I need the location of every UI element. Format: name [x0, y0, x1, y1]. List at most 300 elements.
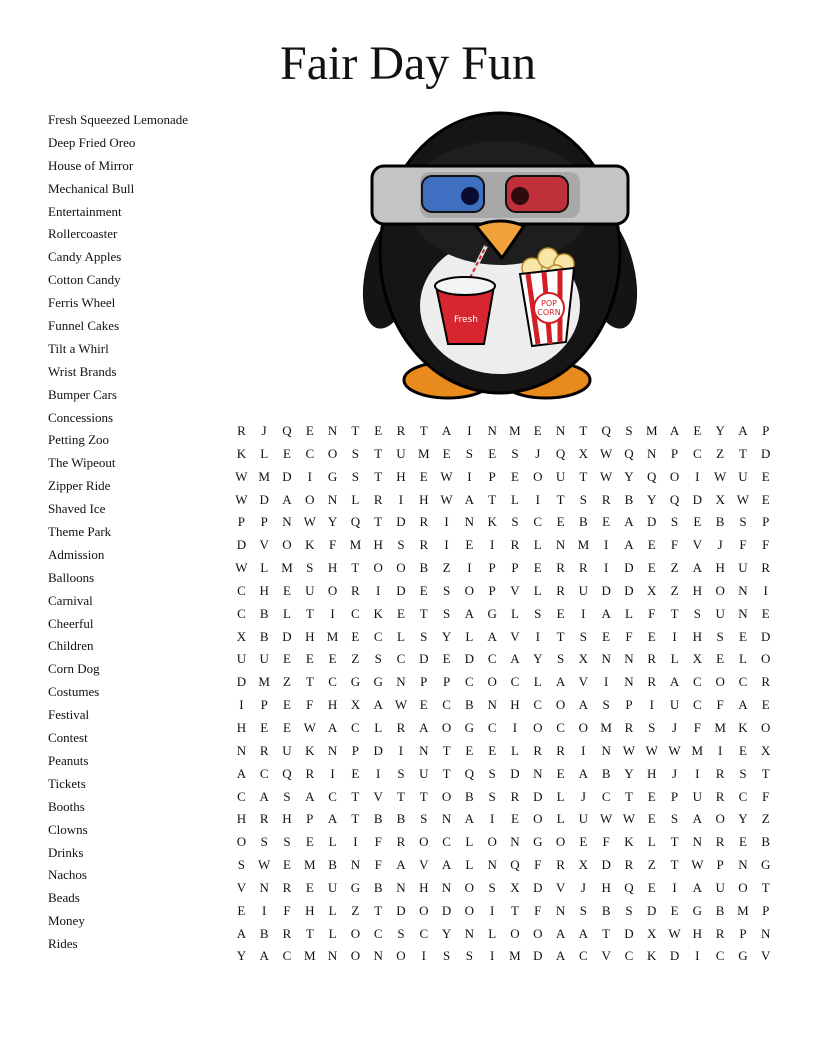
grid-letter[interactable]: R	[419, 537, 429, 553]
grid-letter[interactable]: L	[465, 857, 474, 873]
grid-letter[interactable]: L	[260, 445, 269, 461]
grid-letter[interactable]: C	[693, 674, 702, 690]
grid-letter[interactable]: A	[555, 925, 566, 941]
grid-letter[interactable]: N	[624, 651, 634, 667]
grid-letter[interactable]: U	[236, 651, 247, 667]
grid-letter[interactable]: C	[693, 445, 702, 461]
grid-letter[interactable]: T	[397, 788, 405, 804]
grid-letter[interactable]: S	[556, 651, 565, 667]
grid-letter[interactable]: I	[649, 697, 654, 713]
grid-letter[interactable]: S	[442, 605, 451, 621]
grid-letter[interactable]: P	[716, 857, 724, 873]
grid-letter[interactable]: T	[419, 788, 428, 804]
grid-letter[interactable]: I	[581, 742, 586, 758]
grid-letter[interactable]: T	[510, 902, 519, 918]
grid-letter[interactable]: R	[761, 674, 771, 690]
grid-letter[interactable]: N	[487, 697, 497, 713]
grid-letter[interactable]: D	[533, 948, 543, 964]
grid-letter[interactable]: B	[259, 605, 269, 621]
grid-letter[interactable]: C	[351, 719, 360, 735]
grid-letter[interactable]: R	[259, 811, 269, 827]
grid-letter[interactable]: V	[236, 879, 247, 895]
grid-letter[interactable]: B	[601, 765, 611, 781]
grid-letter[interactable]: J	[261, 423, 267, 438]
grid-letter[interactable]: F	[762, 788, 770, 804]
grid-letter[interactable]: I	[695, 468, 700, 484]
grid-letter[interactable]: A	[464, 605, 475, 621]
grid-letter[interactable]: E	[761, 697, 770, 713]
grid-letter[interactable]: R	[556, 582, 565, 598]
grid-letter[interactable]: N	[487, 857, 497, 873]
grid-letter[interactable]: I	[535, 628, 540, 644]
grid-letter[interactable]: Z	[442, 560, 451, 576]
grid-letter[interactable]: D	[533, 879, 543, 895]
grid-letter[interactable]: P	[488, 560, 496, 576]
grid-letter[interactable]: C	[373, 925, 383, 941]
grid-letter[interactable]: U	[738, 560, 748, 576]
grid-letter[interactable]: S	[739, 765, 747, 781]
grid-letter[interactable]: A	[738, 697, 748, 713]
grid-letter[interactable]: L	[465, 628, 474, 644]
grid-letter[interactable]: C	[533, 697, 543, 713]
grid-letter[interactable]: A	[692, 811, 703, 827]
grid-letter[interactable]: X	[578, 445, 589, 461]
grid-letter[interactable]: T	[442, 765, 451, 781]
grid-letter[interactable]: D	[647, 514, 657, 530]
grid-letter[interactable]: O	[487, 834, 497, 850]
grid-letter[interactable]: E	[442, 445, 451, 461]
grid-letter[interactable]: S	[670, 514, 679, 530]
grid-letter[interactable]: S	[488, 879, 496, 895]
grid-letter[interactable]: I	[489, 537, 495, 553]
grid-letter[interactable]: I	[467, 423, 472, 438]
grid-letter[interactable]: B	[259, 925, 269, 941]
grid-letter[interactable]: C	[624, 948, 634, 964]
grid-letter[interactable]: S	[488, 765, 496, 781]
grid-letter[interactable]: N	[464, 925, 475, 941]
grid-letter[interactable]: A	[464, 491, 475, 507]
grid-letter[interactable]: F	[328, 537, 337, 553]
grid-letter[interactable]: D	[419, 651, 429, 667]
grid-letter[interactable]: E	[465, 537, 474, 553]
grid-letter[interactable]: S	[693, 605, 701, 621]
grid-letter[interactable]: W	[235, 560, 248, 576]
grid-letter[interactable]: S	[579, 628, 587, 644]
grid-letter[interactable]: C	[601, 788, 611, 804]
grid-letter[interactable]: E	[556, 514, 565, 530]
grid-letter[interactable]: Z	[670, 560, 679, 576]
grid-letter[interactable]: T	[374, 445, 383, 461]
grid-letter[interactable]: N	[738, 857, 748, 873]
grid-letter[interactable]: E	[693, 514, 702, 530]
grid-letter[interactable]: G	[350, 674, 361, 690]
grid-letter[interactable]: X	[647, 925, 657, 941]
grid-letter[interactable]: U	[669, 697, 680, 713]
grid-letter[interactable]: J	[580, 879, 586, 895]
grid-letter[interactable]: C	[282, 948, 292, 964]
grid-letter[interactable]: Y	[441, 925, 452, 941]
grid-letter[interactable]: L	[260, 560, 269, 576]
grid-letter[interactable]: L	[533, 582, 542, 598]
grid-letter[interactable]: M	[349, 537, 362, 553]
grid-letter[interactable]: F	[602, 834, 610, 850]
grid-letter[interactable]: O	[327, 445, 338, 461]
grid-letter[interactable]: Y	[441, 628, 452, 644]
grid-letter[interactable]: Z	[716, 445, 725, 461]
grid-letter[interactable]: C	[419, 925, 429, 941]
grid-letter[interactable]: C	[305, 445, 315, 461]
grid-letter[interactable]: Z	[761, 811, 770, 827]
grid-letter[interactable]: L	[738, 651, 747, 667]
grid-letter[interactable]: E	[738, 628, 747, 644]
grid-letter[interactable]: R	[351, 582, 360, 598]
grid-letter[interactable]: T	[374, 468, 383, 484]
grid-letter[interactable]: J	[580, 788, 586, 804]
grid-letter[interactable]: W	[736, 491, 750, 507]
grid-letter[interactable]: R	[419, 514, 429, 530]
grid-letter[interactable]: T	[351, 811, 360, 827]
grid-letter[interactable]: L	[328, 902, 337, 918]
grid-letter[interactable]: P	[260, 697, 268, 713]
grid-letter[interactable]: G	[464, 719, 475, 735]
grid-letter[interactable]: K	[373, 605, 383, 621]
grid-letter[interactable]: C	[556, 719, 565, 735]
grid-letter[interactable]: P	[237, 514, 246, 530]
grid-letter[interactable]: R	[556, 560, 565, 576]
grid-letter[interactable]: P	[442, 674, 451, 690]
grid-letter[interactable]: U	[419, 765, 429, 781]
grid-letter[interactable]: B	[419, 560, 429, 576]
grid-letter[interactable]: N	[555, 537, 566, 553]
grid-letter[interactable]: C	[237, 788, 246, 804]
grid-letter[interactable]: P	[511, 560, 519, 576]
grid-letter[interactable]: T	[419, 423, 428, 438]
grid-letter[interactable]: D	[259, 491, 269, 507]
grid-letter[interactable]: P	[351, 742, 359, 758]
grid-letter[interactable]: M	[258, 674, 270, 690]
grid-letter[interactable]: O	[419, 834, 429, 850]
grid-letter[interactable]: D	[669, 948, 680, 964]
grid-letter[interactable]: D	[441, 902, 452, 918]
grid-letter[interactable]: N	[647, 445, 657, 461]
grid-letter[interactable]: K	[236, 445, 247, 461]
grid-letter[interactable]: E	[533, 560, 542, 576]
grid-letter[interactable]: Q	[350, 514, 361, 530]
grid-letter[interactable]: I	[717, 742, 723, 758]
grid-letter[interactable]: A	[464, 811, 475, 827]
grid-letter[interactable]: E	[351, 628, 360, 644]
grid-letter[interactable]: C	[396, 651, 406, 667]
grid-letter[interactable]: N	[555, 423, 566, 438]
grid-letter[interactable]: Q	[601, 423, 611, 438]
grid-letter[interactable]: L	[533, 537, 542, 553]
grid-letter[interactable]: P	[306, 811, 314, 827]
grid-letter[interactable]: B	[259, 628, 269, 644]
grid-letter[interactable]: N	[327, 948, 338, 964]
grid-letter[interactable]: E	[602, 628, 611, 644]
grid-letter[interactable]: R	[556, 857, 565, 873]
grid-letter[interactable]: O	[305, 491, 315, 507]
grid-letter[interactable]: E	[761, 468, 770, 484]
grid-letter[interactable]: U	[578, 582, 589, 598]
grid-letter[interactable]: V	[692, 537, 703, 553]
grid-letter[interactable]: A	[441, 857, 452, 873]
grid-letter[interactable]: D	[601, 582, 611, 598]
grid-letter[interactable]: R	[533, 742, 543, 758]
grid-letter[interactable]: L	[670, 651, 679, 667]
grid-letter[interactable]: M	[304, 948, 316, 964]
grid-letter[interactable]: S	[625, 902, 633, 918]
grid-letter[interactable]: S	[283, 834, 291, 850]
grid-letter[interactable]: T	[670, 857, 679, 873]
grid-letter[interactable]: E	[351, 765, 360, 781]
grid-letter[interactable]: H	[396, 468, 406, 484]
grid-letter[interactable]: D	[761, 445, 771, 461]
grid-letter[interactable]: H	[236, 811, 247, 827]
grid-letter[interactable]: N	[692, 834, 703, 850]
grid-letter[interactable]: N	[624, 674, 634, 690]
grid-letter[interactable]: T	[602, 925, 611, 941]
grid-letter[interactable]: R	[282, 879, 292, 895]
grid-letter[interactable]: E	[305, 879, 314, 895]
grid-letter[interactable]: P	[625, 697, 633, 713]
grid-letter[interactable]: E	[397, 605, 405, 621]
grid-letter[interactable]: J	[672, 765, 678, 781]
grid-letter[interactable]: K	[487, 514, 497, 530]
grid-letter[interactable]: P	[670, 445, 679, 461]
grid-letter[interactable]: U	[327, 879, 338, 895]
grid-letter[interactable]: D	[624, 925, 634, 941]
grid-letter[interactable]: R	[647, 674, 657, 690]
grid-letter[interactable]: C	[465, 674, 474, 690]
grid-letter[interactable]: A	[373, 697, 383, 713]
grid-letter[interactable]: R	[510, 788, 520, 804]
grid-letter[interactable]: D	[647, 902, 657, 918]
grid-letter[interactable]: F	[374, 857, 382, 873]
grid-letter[interactable]: O	[373, 560, 383, 576]
grid-letter[interactable]: N	[327, 742, 338, 758]
grid-letter[interactable]: S	[351, 445, 359, 461]
grid-letter[interactable]: X	[510, 879, 520, 895]
grid-letter[interactable]: N	[236, 742, 247, 758]
grid-letter[interactable]: I	[512, 719, 518, 735]
grid-letter[interactable]: I	[330, 765, 335, 781]
grid-letter[interactable]: I	[467, 468, 472, 484]
grid-letter[interactable]: C	[351, 605, 360, 621]
grid-letter[interactable]: F	[283, 902, 291, 918]
grid-letter[interactable]: O	[555, 697, 566, 713]
grid-letter[interactable]: G	[692, 902, 703, 918]
grid-letter[interactable]: S	[511, 514, 519, 530]
grid-letter[interactable]: W	[394, 697, 408, 713]
grid-letter[interactable]: P	[260, 514, 268, 530]
grid-letter[interactable]: L	[647, 834, 656, 850]
grid-letter[interactable]: W	[600, 811, 613, 827]
grid-letter[interactable]: R	[373, 491, 383, 507]
grid-letter[interactable]: O	[464, 582, 475, 598]
grid-letter[interactable]: W	[668, 925, 681, 941]
grid-letter[interactable]: Q	[282, 423, 292, 438]
grid-letter[interactable]: W	[600, 445, 613, 461]
grid-letter[interactable]: H	[305, 628, 315, 644]
grid-letter[interactable]: D	[601, 857, 611, 873]
grid-letter[interactable]: U	[715, 879, 725, 895]
grid-letter[interactable]: A	[259, 948, 269, 964]
grid-letter[interactable]: N	[738, 605, 748, 621]
grid-letter[interactable]: V	[510, 582, 520, 598]
grid-letter[interactable]: A	[578, 765, 589, 781]
grid-letter[interactable]: S	[397, 925, 405, 941]
grid-letter[interactable]: T	[351, 560, 360, 576]
grid-letter[interactable]: D	[236, 537, 247, 553]
grid-letter[interactable]: I	[535, 491, 540, 507]
grid-letter[interactable]: Z	[351, 902, 360, 918]
grid-letter[interactable]: V	[373, 788, 383, 804]
grid-letter[interactable]: R	[237, 423, 246, 438]
grid-letter[interactable]: H	[282, 811, 292, 827]
grid-letter[interactable]: I	[672, 628, 677, 644]
grid-letter[interactable]: H	[305, 902, 315, 918]
grid-letter[interactable]: A	[555, 674, 566, 690]
grid-letter[interactable]: E	[647, 560, 656, 576]
grid-letter[interactable]: W	[713, 468, 727, 484]
grid-letter[interactable]: S	[351, 468, 359, 484]
grid-letter[interactable]: I	[376, 582, 381, 598]
grid-letter[interactable]: A	[578, 925, 589, 941]
grid-letter[interactable]: B	[465, 697, 474, 713]
grid-letter[interactable]: V	[601, 948, 611, 964]
grid-letter[interactable]: Z	[670, 582, 679, 598]
grid-letter[interactable]: M	[281, 560, 293, 576]
grid-letter[interactable]: I	[695, 765, 700, 781]
grid-letter[interactable]: G	[738, 948, 748, 964]
grid-letter[interactable]: E	[761, 605, 770, 621]
grid-letter[interactable]: Q	[624, 445, 634, 461]
grid-letter[interactable]: S	[442, 948, 451, 964]
grid-letter[interactable]: D	[373, 742, 383, 758]
grid-letter[interactable]: I	[398, 491, 404, 507]
grid-letter[interactable]: S	[739, 514, 747, 530]
grid-letter[interactable]: G	[350, 879, 361, 895]
grid-letter[interactable]: U	[282, 742, 292, 758]
grid-letter[interactable]: O	[396, 948, 406, 964]
grid-letter[interactable]: Y	[647, 491, 657, 507]
grid-letter[interactable]: S	[397, 765, 405, 781]
grid-letter[interactable]: S	[260, 834, 268, 850]
grid-letter[interactable]: C	[328, 788, 337, 804]
grid-letter[interactable]: Q	[464, 765, 475, 781]
grid-letter[interactable]: T	[579, 468, 588, 484]
grid-letter[interactable]: N	[282, 514, 292, 530]
grid-letter[interactable]: E	[442, 651, 451, 667]
grid-letter[interactable]: S	[237, 857, 246, 873]
grid-letter[interactable]: O	[464, 902, 475, 918]
grid-letter[interactable]: C	[237, 582, 246, 598]
grid-letter[interactable]: D	[761, 628, 771, 644]
grid-letter[interactable]: N	[601, 742, 611, 758]
grid-letter[interactable]: Y	[738, 811, 748, 827]
grid-letter[interactable]: N	[396, 674, 406, 690]
grid-letter[interactable]: F	[693, 719, 701, 735]
grid-letter[interactable]: P	[420, 674, 428, 690]
grid-letter[interactable]: I	[581, 605, 586, 621]
grid-letter[interactable]: E	[556, 605, 565, 621]
grid-letter[interactable]: S	[579, 491, 587, 507]
grid-letter[interactable]: N	[259, 879, 269, 895]
grid-letter[interactable]: I	[421, 948, 426, 964]
grid-letter[interactable]: J	[672, 719, 678, 735]
grid-letter[interactable]: T	[579, 423, 588, 438]
grid-letter[interactable]: F	[670, 537, 679, 553]
grid-letter[interactable]: C	[259, 765, 269, 781]
grid-letter[interactable]: U	[738, 468, 748, 484]
grid-letter[interactable]: T	[305, 674, 314, 690]
grid-letter[interactable]: C	[442, 697, 451, 713]
grid-letter[interactable]: M	[258, 468, 270, 484]
grid-letter[interactable]: E	[283, 445, 291, 461]
grid-letter[interactable]: O	[236, 834, 247, 850]
grid-letter[interactable]: S	[670, 811, 679, 827]
grid-letter[interactable]: I	[489, 902, 495, 918]
grid-letter[interactable]: K	[647, 948, 657, 964]
grid-letter[interactable]: V	[419, 857, 429, 873]
grid-letter[interactable]: W	[691, 857, 704, 873]
grid-letter[interactable]: F	[625, 628, 633, 644]
grid-letter[interactable]: K	[624, 834, 634, 850]
grid-letter[interactable]: C	[693, 697, 702, 713]
grid-letter[interactable]: N	[396, 879, 406, 895]
grid-letter[interactable]: N	[761, 925, 771, 941]
grid-letter[interactable]: N	[487, 423, 497, 438]
grid-letter[interactable]: S	[283, 788, 291, 804]
grid-letter[interactable]: W	[303, 719, 316, 735]
grid-letter[interactable]: O	[464, 879, 475, 895]
grid-letter[interactable]: X	[647, 582, 657, 598]
grid-letter[interactable]: D	[533, 788, 543, 804]
grid-letter[interactable]: C	[738, 674, 748, 690]
grid-letter[interactable]: A	[510, 651, 520, 667]
grid-letter[interactable]: R	[715, 834, 725, 850]
grid-letter[interactable]: H	[692, 628, 703, 644]
grid-letter[interactable]: G	[761, 857, 771, 873]
grid-letter[interactable]: N	[601, 651, 611, 667]
grid-letter[interactable]: S	[420, 811, 428, 827]
grid-letter[interactable]: M	[645, 423, 658, 438]
grid-letter[interactable]: H	[236, 719, 247, 735]
grid-letter[interactable]: C	[715, 948, 725, 964]
grid-letter[interactable]: N	[533, 765, 543, 781]
grid-letter[interactable]: E	[283, 697, 291, 713]
grid-letter[interactable]: R	[715, 925, 725, 941]
grid-letter[interactable]: U	[715, 605, 725, 621]
grid-letter[interactable]: L	[397, 628, 405, 644]
grid-letter[interactable]: M	[691, 742, 704, 758]
grid-letter[interactable]: H	[692, 582, 703, 598]
grid-letter[interactable]: A	[578, 697, 589, 713]
grid-letter[interactable]: Z	[283, 674, 291, 690]
grid-letter[interactable]: O	[533, 925, 543, 941]
grid-letter[interactable]: H	[510, 697, 520, 713]
grid-letter[interactable]: X	[715, 491, 725, 507]
grid-letter[interactable]: J	[535, 445, 541, 461]
grid-letter[interactable]: I	[239, 697, 244, 713]
grid-letter[interactable]: U	[692, 788, 703, 804]
grid-letter[interactable]: O	[510, 925, 520, 941]
grid-letter[interactable]: M	[417, 445, 430, 461]
grid-letter[interactable]: R	[396, 423, 406, 438]
grid-letter[interactable]: A	[669, 423, 680, 438]
grid-letter[interactable]: E	[237, 902, 246, 918]
